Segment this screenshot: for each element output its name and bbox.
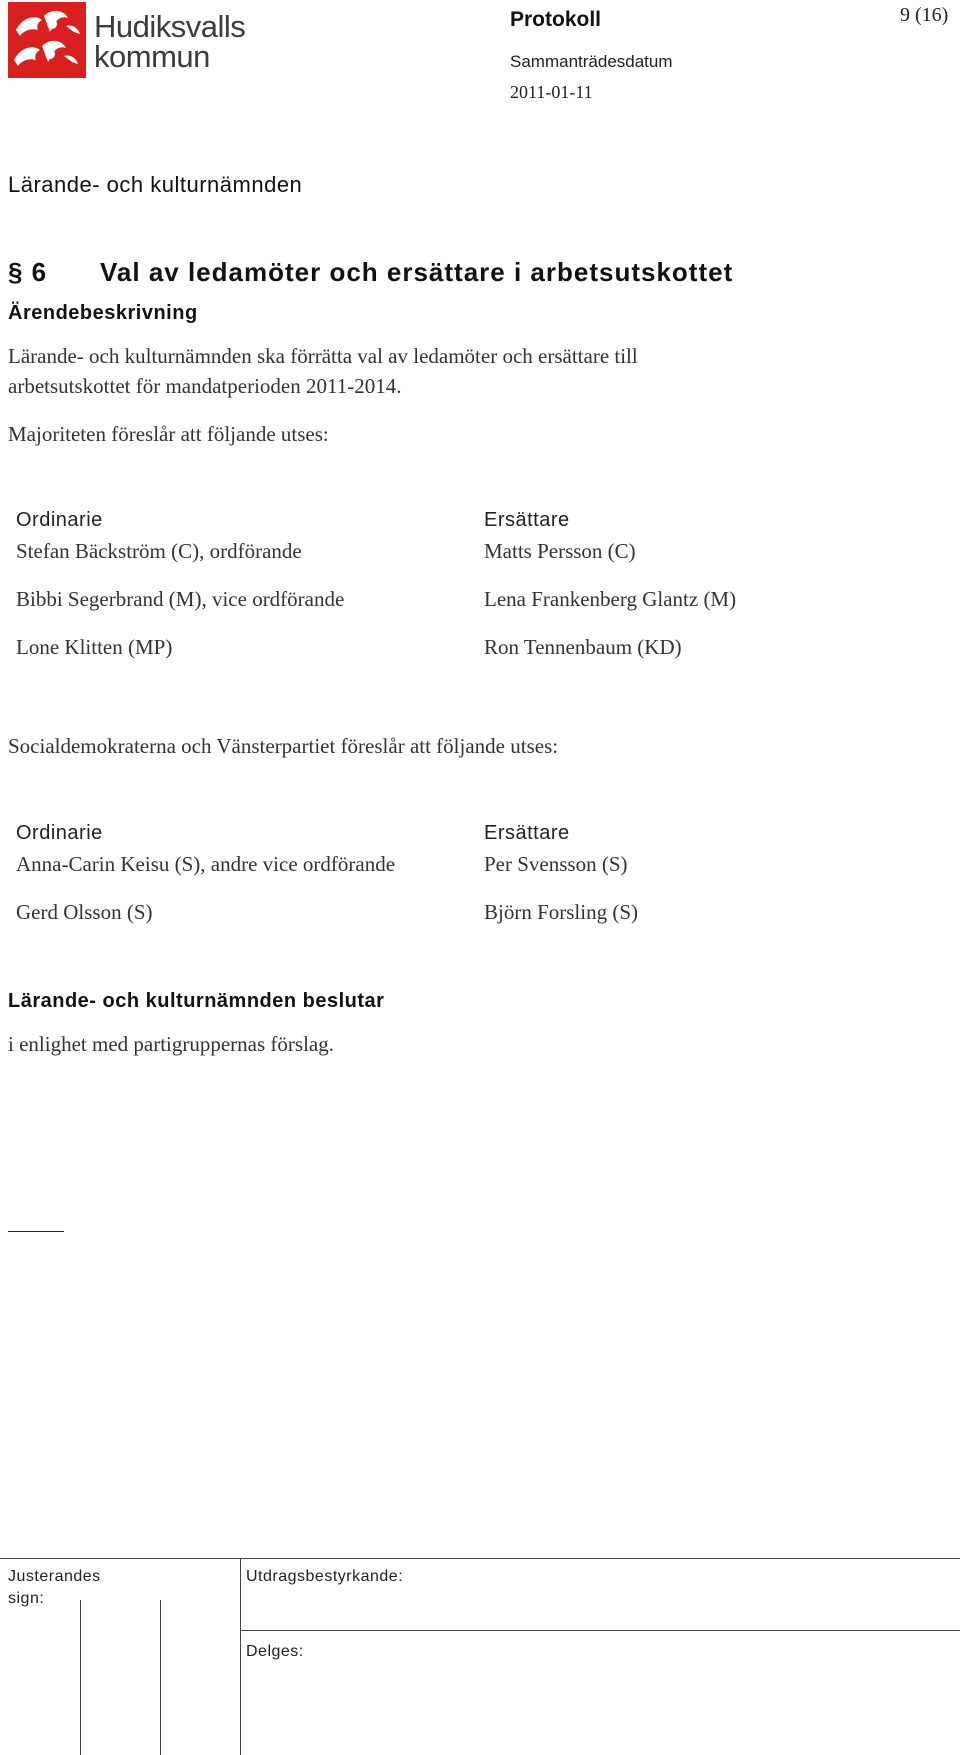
footer-column-divider: [240, 1558, 241, 1755]
meeting-date-label: Sammanträdesdatum: [510, 52, 673, 71]
majority-substitute-1: Matts Persson (C): [484, 539, 636, 563]
opposition-substitute-2: Björn Forsling (S): [484, 900, 639, 924]
signature-footer: [0, 1558, 960, 1755]
majority-substitute-3: Ron Tennenbaum (KD): [484, 635, 682, 659]
paragraph-title: Val av ledamöter och ersättare i arbetsutskottet: [100, 257, 734, 287]
decision-text: i enlighet med partigruppernas förslag.: [8, 1032, 334, 1056]
decision-heading: Lärande- och kulturnämnden beslutar: [8, 990, 385, 1012]
opposition-ordinary-1: Anna-Carin Keisu (S), andre vice ordförande: [16, 852, 396, 876]
board-name: Lärande- och kulturnämnden: [8, 172, 303, 197]
majority-ordinary-1: Stefan Bäckström (C), ordförande: [16, 539, 302, 563]
description-line-1: Lärande- och kulturnämnden ska förrätta val av ledamöter och ersättare till: [8, 344, 638, 368]
end-rule: [8, 1231, 64, 1232]
description-heading: Ärendebeskrivning: [8, 302, 198, 324]
page-number: 9 (16): [900, 4, 949, 26]
footer-top-line: [0, 1558, 960, 1559]
opposition-substitute-1: Per Svensson (S): [484, 852, 628, 876]
goat-emblem-icon: [8, 2, 86, 78]
meeting-date: 2011-01-11: [510, 82, 593, 102]
majority-col-substitute-header: Ersättare: [484, 509, 570, 531]
opposition-col-ordinary-header: Ordinarie: [16, 822, 103, 844]
majority-col-ordinary-header: Ordinarie: [16, 509, 103, 531]
opposition-ordinary-2: Gerd Olsson (S): [16, 900, 153, 924]
footer-mid-line: [240, 1630, 960, 1631]
municipality-logo: [8, 2, 248, 78]
opposition-intro: Socialdemokraterna och Vänsterpartiet föreslår att följande utses:: [8, 734, 559, 758]
majority-ordinary-3: Lone Klitten (MP): [16, 635, 173, 659]
distributed-to-label: Delges:: [246, 1643, 304, 1660]
opposition-col-substitute-header: Ersättare: [484, 822, 570, 844]
adjusters-signature-label: Justerandes sign:: [8, 1568, 101, 1607]
majority-substitute-2: Lena Frankenberg Glantz (M): [484, 587, 737, 611]
description-line-2: arbetsutskottet för mandatperioden 2011-2014.: [8, 374, 402, 398]
sign-divider-2: [160, 1600, 161, 1755]
logo-wordmark: [94, 9, 246, 74]
logo-line2: kommun: [94, 39, 210, 74]
paragraph-number: § 6: [8, 257, 48, 287]
sign-divider-1: [80, 1600, 81, 1755]
extract-certification-label: Utdragsbestyrkande:: [246, 1568, 404, 1585]
document-type: Protokoll: [510, 8, 602, 31]
logo-line1: Hudiksvalls: [94, 9, 246, 44]
majority-ordinary-2: Bibbi Segerbrand (M), vice ordförande: [16, 587, 345, 611]
majority-intro: Majoriteten föreslår att följande utses:: [8, 422, 329, 446]
